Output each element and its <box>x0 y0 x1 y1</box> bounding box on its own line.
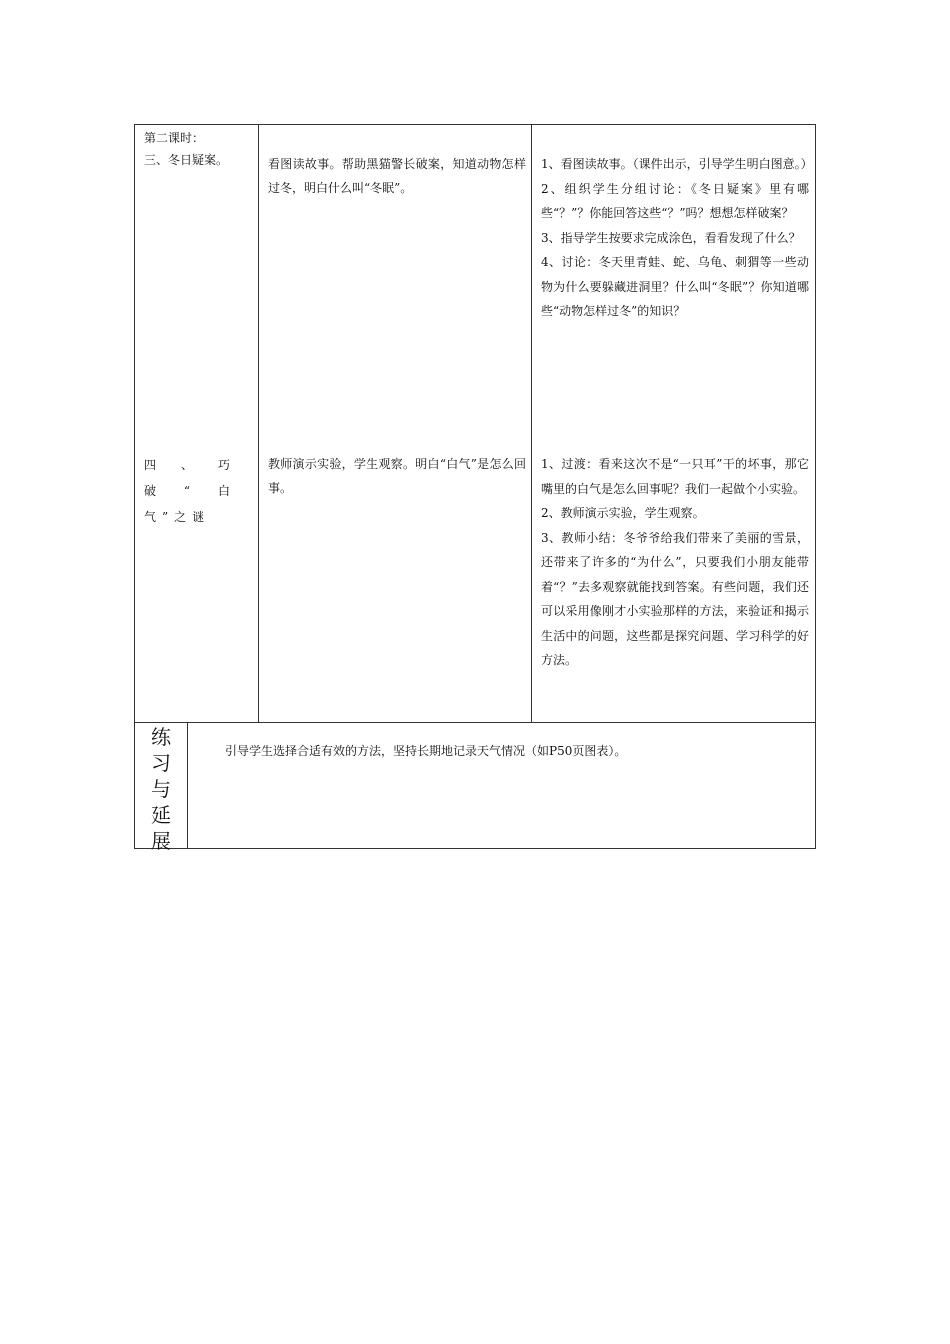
section4-title: 四、巧破“白气”之谜 <box>144 458 236 524</box>
practice-divider <box>187 722 188 849</box>
section3-title: 三、冬日疑案。 <box>144 153 229 167</box>
section3-step: 1、看图读故事。（课件出示，引导学生明白图意。） <box>541 157 813 171</box>
practice-label-char: 习 <box>151 751 171 775</box>
practice-label-char: 延 <box>151 803 171 827</box>
practice-label-char: 练 <box>151 725 171 749</box>
section3-step: 3、指导学生按要求完成涂色，看看发现了什么？ <box>541 230 801 245</box>
row-divider <box>134 722 816 723</box>
section3-steps <box>541 152 813 324</box>
section3-step: 4、讨论：冬天里青蛙、蛇、乌龟、刺猬等一些动物为什么要躲藏进洞里？什么叫“冬眠”？你知道哪些“动物怎样过冬”的知识？ <box>541 255 809 318</box>
section4-step: 2、教师演示实验，学生观察。 <box>541 506 705 520</box>
practice-label-char: 展 <box>151 829 171 853</box>
section3-step: 2、组织学生分组讨论：《冬日疑案》里有哪些“？”？你能回答这些“？”吗？想想怎样破案？ <box>541 181 809 220</box>
section4-step: 1、过渡：看来这次不是“一只耳”干的坏事，那它嘴里的白气是怎么回事呢？我们一起做个小实验。 <box>541 457 809 496</box>
practice-text: 引导学生选择合适有效的方法，坚持长期地记录天气情况（如P50页图表）。 <box>225 744 627 758</box>
section4-steps <box>541 452 809 673</box>
practice-label-char: 与 <box>151 777 171 801</box>
column-divider-2 <box>531 124 532 723</box>
practice-label <box>146 724 176 854</box>
section4-goal: 教师演示实验，学生观察。明白“白气”是怎么回事。 <box>268 457 526 495</box>
column-divider-1 <box>258 124 259 723</box>
section3-goal: 看图读故事。帮助黑猫警长破案，知道动物怎样过冬，明白什么叫“冬眠”。 <box>268 157 526 195</box>
lesson-header: 第二课时： <box>144 131 205 145</box>
section4-step: 3、教师小结：冬爷爷给我们带来了美丽的雪景，还带来了许多的“为什么”，只要我们小朋友能带着“？”去多观察就能找到答案。有些问题，我们还可以采用像刚才小实验那样的方法，来验证和揭示生活中的问题，这些都是探究问题、学习科学的好方法。 <box>541 530 809 667</box>
